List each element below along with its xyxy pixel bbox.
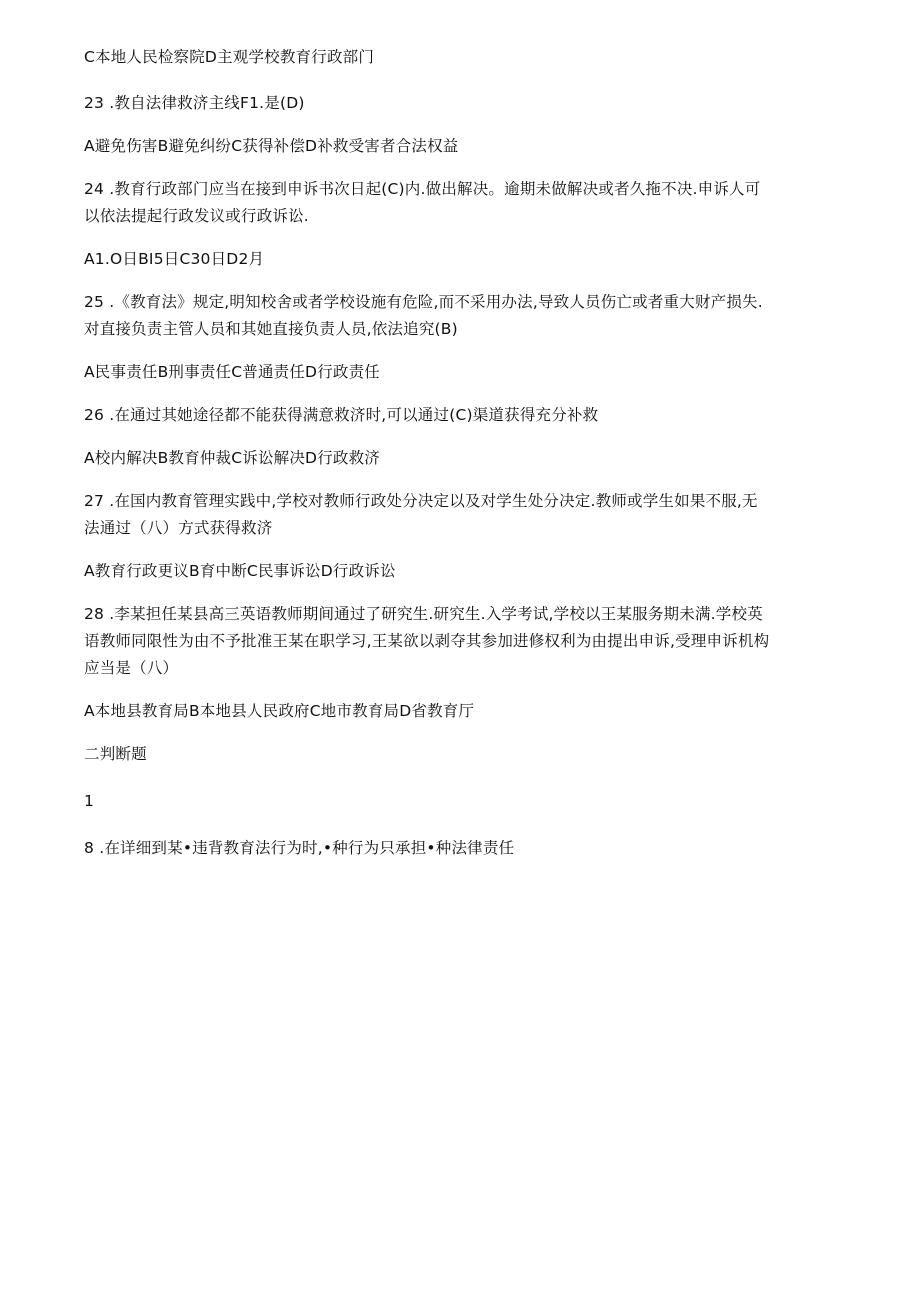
options-27: A教育行政更议B育中断C民事诉讼D行政诉讼 [84,562,396,580]
options-26: A校内解决B教育仲裁C诉讼解决D行政救济 [84,449,380,467]
question-28-line-3: 应当是（八） [84,659,179,677]
question-24-line-1: 24 .教育行政部门应当在接到申诉书次日起(C)内.做出解决。逾期未做解决或者久拖不决.申诉人可 [84,180,761,198]
question-27 [84,488,844,542]
question-28-line-2: 语教师同限性为由不予批准王某在职学习,王某欲以剥夺其参加进修权利为由提出申诉,受理申诉机构 [84,632,770,650]
question-26: 26 .在通过其她途径都不能获得满意救济时,可以通过(C)渠道获得充分补救 [84,406,599,424]
question-24 [84,176,844,230]
question-24-line-2: 以依法提起行政发议或行政诉讼. [84,207,309,225]
document-page [84,44,844,862]
question-25 [84,289,844,343]
question-28-line-1: 28 .李某担任某县高三英语教师期间通过了研究生.研究生.入学考试,学校以王某服务期未满.学校英 [84,605,763,623]
judgment-item-8: 8 .在详细到某•违背教育法行为时,•种行为只承担•种法律责任 [84,839,515,857]
question-25-line-2: 对直接负责主管人员和其她直接负责人员,依法追究(B) [84,320,458,338]
judgment-number: 1 [84,792,95,810]
options-25: A民事责任B刑事责任C普通责任D行政责任 [84,363,380,381]
section-heading-judgment: 二判断题 [84,745,147,763]
question-28 [84,601,844,682]
options-23: A避免伤害B避免纠纷C获得补偿D补救受害者合法权益 [84,137,459,155]
question-27-line-1: 27 .在国内教育管理实践中,学校对教师行政处分决定以及对学生处分决定.教师或学生如果不服,无 [84,492,758,510]
question-27-line-2: 法通过（八）方式获得救济 [84,519,273,537]
options-28: A本地县教育局B本地县人民政府C地市教育局D省教育厅 [84,702,475,720]
question-23: 23 .教自法律救济主线F1.是(D) [84,94,305,112]
options-24: A1.O日BI5日C30日D2月 [84,250,265,268]
question-25-line-1: 25 .《教育法》规定,明知校舍或者学校设施有危险,而不采用办法,导致人员伤亡或者重大财产损失. [84,293,763,311]
option-line-22: C本地人民检察院D主观学校教育行政部门 [84,48,375,66]
